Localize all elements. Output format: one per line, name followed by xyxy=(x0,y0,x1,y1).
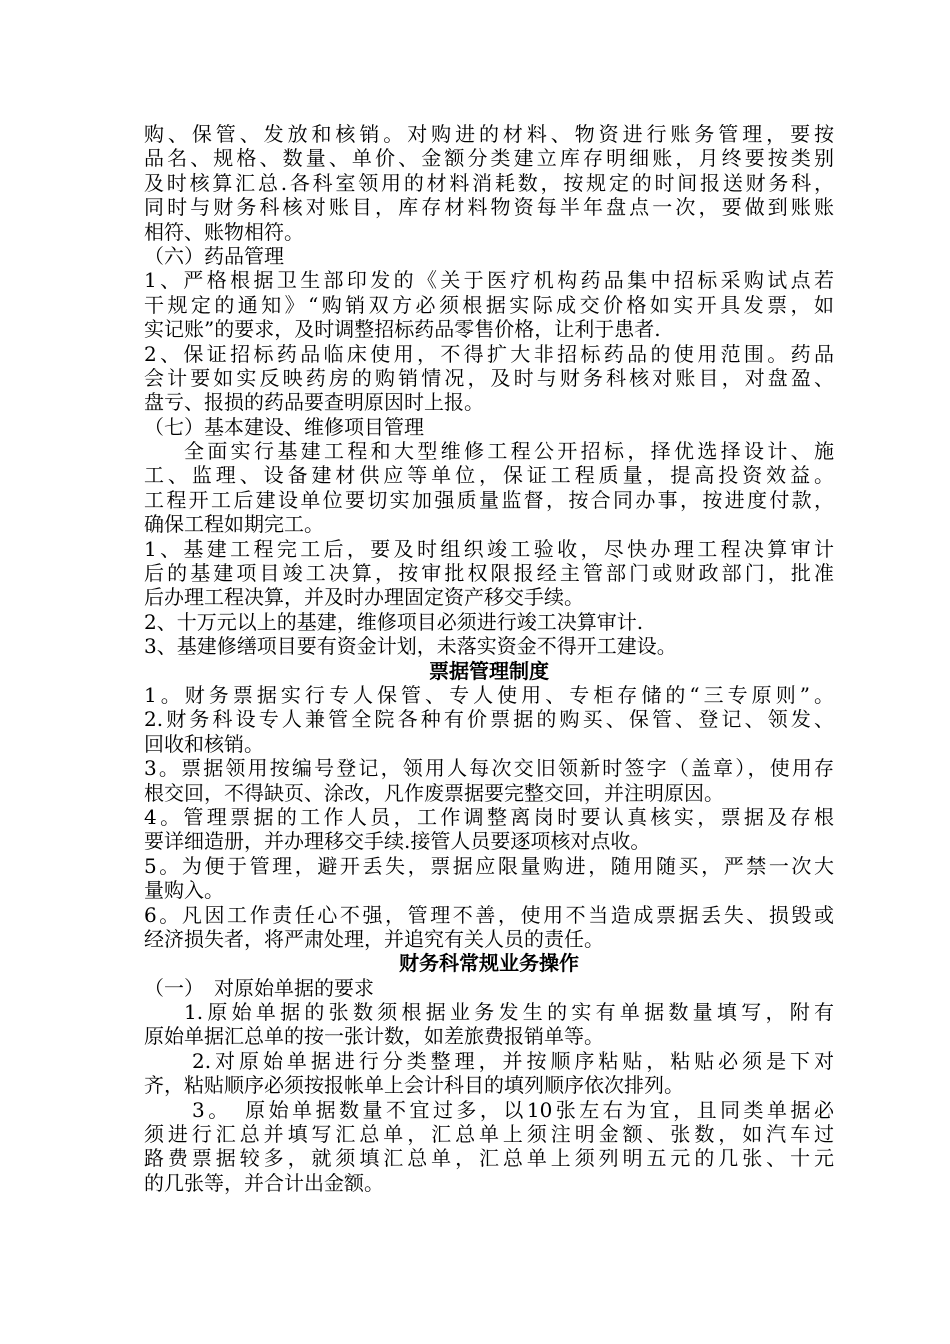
text-line: 量购入。 xyxy=(144,878,224,903)
text-line: 工、监理、设备建材供应等单位，保证工程质量，提高投资效益。 xyxy=(144,463,834,488)
text-line: 1.原始单据的张数须根据业务发生的实有单据数量填写，附有 xyxy=(184,1000,834,1025)
text-line: 经济损失者，将严肃处理，并追究有关人员的责任。 xyxy=(144,926,604,951)
text-line: 6。凡因工作责任心不强，管理不善，使用不当造成票据丢失、损毁或 xyxy=(144,902,834,927)
text-line: 5。为便于管理，避开丢失，票据应限量购进，随用随买，严禁一次大 xyxy=(144,853,834,878)
text-line: 确保工程如期完工。 xyxy=(144,512,324,537)
text-line: 及时核算汇总.各科室领用的材料消耗数，按规定的时间报送财务科， xyxy=(144,170,834,195)
text-line: 3。票据领用按编号登记，领用人每次交旧领新时签字（盖章），使用存 xyxy=(144,756,834,781)
section-heading: 财务科常规业务操作 xyxy=(399,951,579,976)
text-line: （六）药品管理 xyxy=(144,243,284,268)
text-line: 后办理工程决算，并及时办理固定资产移交手续。 xyxy=(144,585,584,610)
text-line: 工程开工后建设单位要切实加强质量监督，按合同办事，按进度付款， xyxy=(144,487,834,512)
text-line: 2、十万元以上的基建，维修项目必须进行竣工决算审计. xyxy=(144,609,644,634)
text-line: 回收和核销。 xyxy=(144,731,264,756)
text-line: 3、基建修缮项目要有资金计划，未落实资金不得开工建设。 xyxy=(144,634,677,659)
text-line: 路费票据较多，就须填汇总单，汇总单上须列明五元的几张、十元 xyxy=(144,1146,834,1171)
text-line: 盘亏、报损的药品要查明原因时上报。 xyxy=(144,390,484,415)
text-line: 1、基建工程完工后，要及时组织竣工验收，尽快办理工程决算审计 xyxy=(144,536,834,561)
text-line: 会计要如实反映药房的购销情况，及时与财务科核对账目，对盘盈、 xyxy=(144,365,834,390)
text-line: 根交回，不得缺页、涂改，凡作废票据要完整交回，并注明原因。 xyxy=(144,780,724,805)
text-line: （一） 对原始单据的要求 xyxy=(144,975,374,1000)
text-line: 的几张等，并合计出金额。 xyxy=(144,1170,384,1195)
text-line: 品名、规格、数量、单价、金额分类建立库存明细账，月终要按类别 xyxy=(144,146,834,171)
text-line: 2.对原始单据进行分类整理，并按顺序粘贴，粘贴必须是下对 xyxy=(192,1048,834,1073)
text-line: 2.财务科设专人兼管全院各种有价票据的购买、保管、登记、领发、 xyxy=(144,707,834,732)
text-line: 干规定的通知》“购销双方必须根据实际成交价格如实开具发票，如 xyxy=(144,292,834,317)
text-line: 相符、账物相符。 xyxy=(144,219,304,244)
text-line: （七）基本建设、维修项目管理 xyxy=(144,414,424,439)
text-line: 须进行汇总并填写汇总单，汇总单上须注明金额、张数，如汽车过 xyxy=(144,1122,834,1147)
text-line: 4。管理票据的工作人员，工作调整离岗时要认真核实，票据及存根 xyxy=(144,804,834,829)
section-heading: 票据管理制度 xyxy=(429,658,549,683)
text-line: 购、保管、发放和核销。对购进的材料、物资进行账务管理，要按 xyxy=(144,122,834,146)
text-line: 齐，粘贴顺序必须按报帐单上会计科目的填列顺序依次排列。 xyxy=(144,1073,684,1098)
text-line: 要详细造册，并办理移交手续.接管人员要逐项核对点收。 xyxy=(144,829,651,854)
text-line: 同时与财务科核对账目，库存材料物资每半年盘点一次，要做到账账 xyxy=(144,195,834,220)
text-line: 全面实行基建工程和大型维修工程公开招标，择优选择设计、施 xyxy=(184,439,834,464)
document-body xyxy=(144,122,834,1195)
text-line: 3。 原始单据数量不宜过多，以10张左右为宜，且同类单据必 xyxy=(192,1097,834,1122)
text-line: 1、严格根据卫生部印发的《关于医疗机构药品集中招标采购试点若 xyxy=(144,268,834,293)
text-line: 1。财务票据实行专人保管、专人使用、专柜存储的“三专原则”。 xyxy=(144,682,834,707)
text-line: 实记账”的要求，及时调整招标药品零售价格，让利于患者. xyxy=(144,317,661,342)
text-line: 2、保证招标药品临床使用，不得扩大非招标药品的使用范围。药品 xyxy=(144,341,834,366)
text-line: 原始单据汇总单的按一张计数，如差旅费报销单等。 xyxy=(144,1024,604,1049)
text-line: 后的基建项目竣工决算，按审批权限报经主管部门或财政部门，批准 xyxy=(144,561,834,586)
